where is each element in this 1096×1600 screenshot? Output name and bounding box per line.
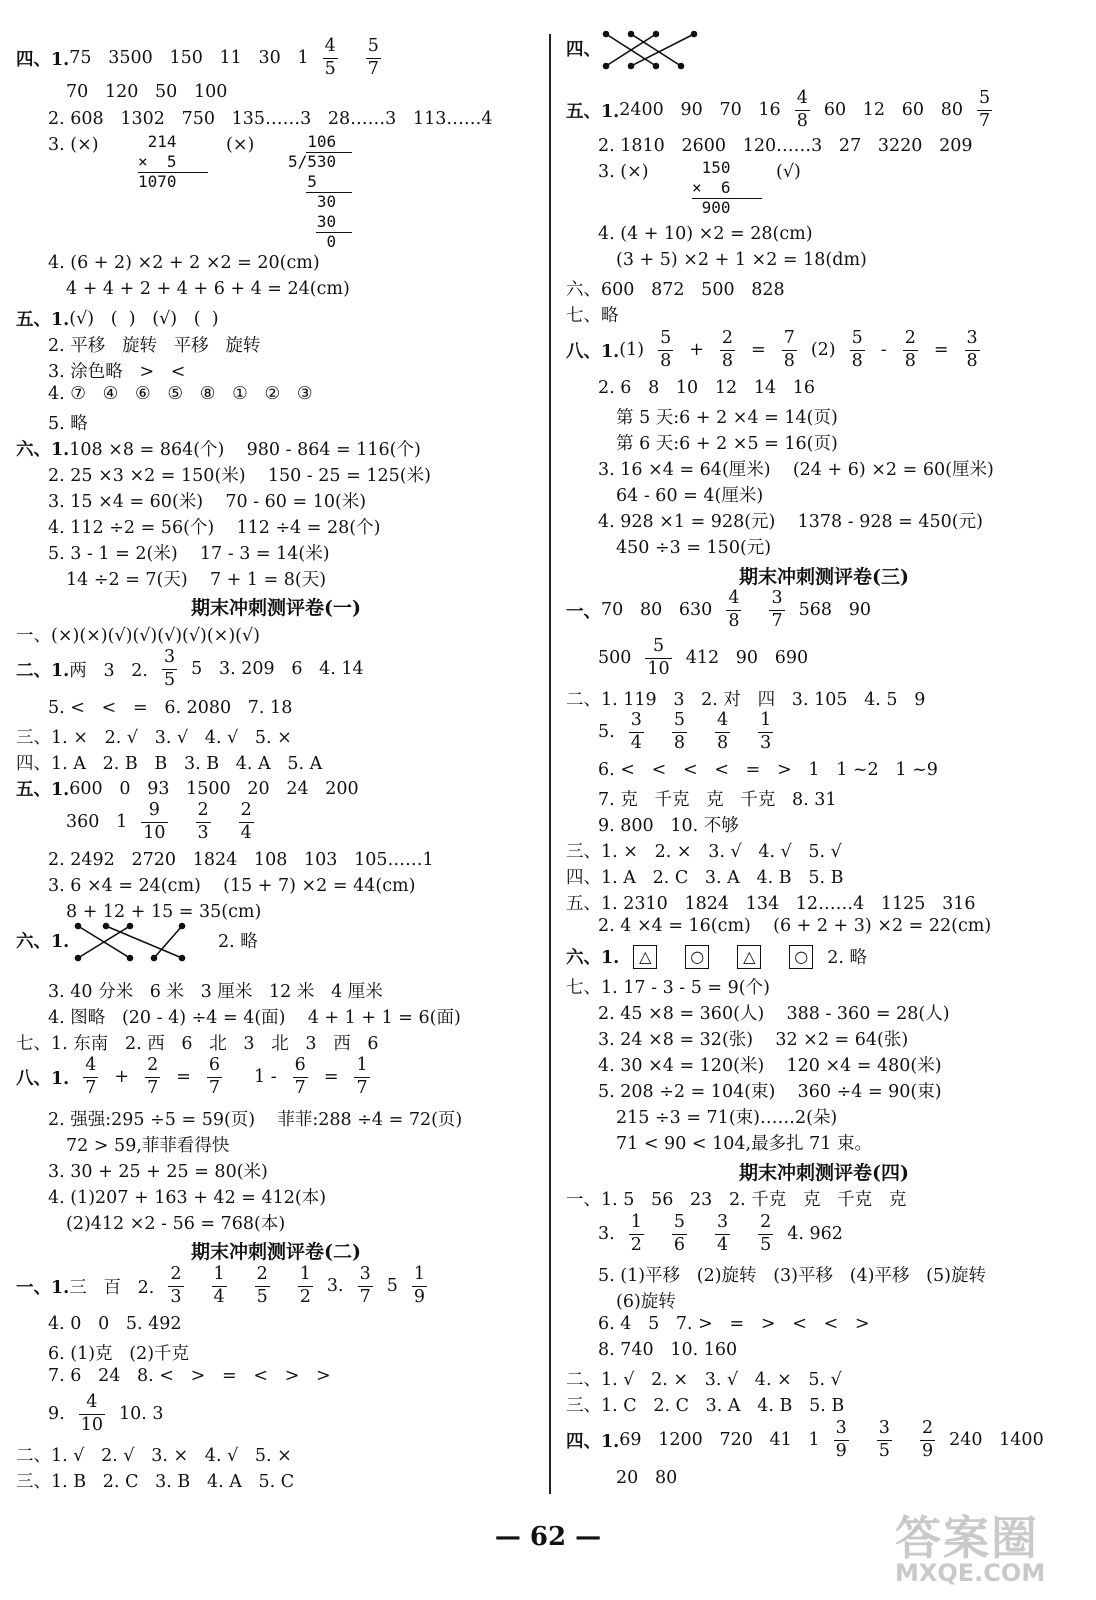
fraction: 2 5 bbox=[256, 1264, 268, 1307]
fraction: 2 3 bbox=[170, 1264, 182, 1307]
line: 3. 40 分米 6 米 3 厘米 12 米 4 厘米 bbox=[48, 982, 383, 1002]
line: 3. 涂色略 > < bbox=[48, 362, 186, 382]
line: 5. 208 ÷2 = 104(束) 360 ÷4 = 90(束) bbox=[598, 1082, 942, 1102]
fraction: 5 6 bbox=[673, 1212, 685, 1255]
line: 6. (1)克 (2)千克 bbox=[48, 1344, 190, 1364]
line: 3. 30 + 25 + 25 = 80(米) bbox=[48, 1162, 268, 1182]
line: 2. 强强:295 ÷5 = 59(页) 菲菲:288 ÷4 = 72(页) bbox=[48, 1110, 463, 1130]
circle-shape: ○ bbox=[789, 945, 813, 969]
division-bar bbox=[306, 152, 352, 153]
fraction: 2 4 bbox=[240, 800, 252, 843]
fraction: 3 4 bbox=[716, 1212, 729, 1255]
line: 4. 图略 (20 - 4) ÷4 = 4(面) 4 + 1 + 1 = 6(面) bbox=[48, 1008, 461, 1028]
matching-lines bbox=[596, 28, 706, 72]
line: 七、略 bbox=[566, 306, 619, 326]
fraction: 9 10 bbox=[143, 800, 166, 843]
line: 5. 3 - 1 = 2(米) 17 - 3 = 14(米) bbox=[48, 544, 330, 564]
fraction: 4 10 bbox=[80, 1392, 103, 1435]
matching-lines bbox=[66, 918, 196, 968]
line: 9. 800 10. 不够 bbox=[598, 816, 739, 836]
fraction: $\frac{6}{7}$ bbox=[294, 1055, 306, 1098]
line: 一、1. 三 百 2. 2 3 1 4 2 5 1 2 3. 3 7 5 1 9 bbox=[16, 1264, 426, 1307]
fraction: $\frac{2}{8}$ bbox=[904, 328, 916, 371]
fraction: 2 9 bbox=[921, 1418, 934, 1461]
line: (2)412 ×2 - 56 = 768(本) bbox=[66, 1214, 286, 1234]
division-rule bbox=[306, 192, 352, 193]
line: 第 6 天:6 + 2 ×5 = 16(页) bbox=[616, 434, 838, 454]
line: 72 > 59,菲菲看得快 bbox=[66, 1136, 230, 1156]
line: 3. 1 2 5 6 3 4 2 5 4. 962 bbox=[598, 1212, 843, 1255]
long-division: 106 5/530 5 30 30 0 bbox=[288, 132, 337, 251]
line: (6)旋转 bbox=[616, 1292, 676, 1312]
line: 14 ÷2 = 7(天) 7 + 1 = 8(天) bbox=[66, 570, 327, 590]
line: 500 5 10 412 90 690 bbox=[598, 636, 809, 679]
line: 四、1. 69 1200 720 41 1 3 9 3 5 2 9 240 1400 bbox=[566, 1418, 1044, 1461]
line: 4. 112 ÷2 = 56(个) 112 ÷4 = 28(个) bbox=[48, 518, 381, 538]
fraction: 5 10 bbox=[647, 636, 670, 679]
line: 五、1. 2310 1824 134 12……4 1125 316 bbox=[566, 894, 976, 914]
line: 6. 4 5 7. > = > < < > bbox=[598, 1314, 870, 1334]
fraction: 5 8 bbox=[851, 328, 863, 371]
fraction: $\frac{7}{8}$ bbox=[783, 328, 795, 371]
line: 4. (1)207 + 163 + 42 = 412(本) bbox=[48, 1188, 327, 1208]
triangle-shape: △ bbox=[737, 945, 761, 969]
line: 71 < 90 < 104,最多扎 71 束。 bbox=[616, 1134, 872, 1154]
line: 四、1. A 2. B B 3. B 4. A 5. A bbox=[16, 754, 323, 774]
fraction: 3 5 bbox=[164, 647, 176, 690]
line: 4. ⑦ ④ ⑥ ⑤ ⑧ ① ② ③ bbox=[48, 384, 313, 404]
fraction: 3 7 bbox=[771, 588, 783, 631]
line: 2. 4 ×4 = 16(cm) (6 + 2 + 3) ×2 = 22(cm) bbox=[598, 916, 992, 936]
fraction: 3 4 bbox=[630, 710, 642, 753]
line: 4. 928 ×1 = 928(元) 1378 - 928 = 450(元) bbox=[598, 512, 983, 532]
line: 7. 克 千克 克 千克 8. 31 bbox=[598, 790, 837, 810]
circle-shape: ○ bbox=[685, 945, 709, 969]
fraction: 3 5 bbox=[878, 1418, 890, 1461]
fraction: 2 5 bbox=[760, 1212, 772, 1255]
line: 2. 2492 2720 1824 108 103 105……1 bbox=[48, 850, 434, 870]
line: 2. 平移 旋转 平移 旋转 bbox=[48, 336, 261, 356]
line: 4. (4 + 10) ×2 = 28(cm) bbox=[598, 224, 813, 244]
line: 2. 608 1302 750 135……3 28……3 113……4 bbox=[48, 109, 493, 129]
vertical-rule bbox=[138, 172, 208, 173]
fraction: 5 8 bbox=[673, 710, 685, 753]
line: (×) bbox=[226, 135, 255, 155]
fraction: $\frac{2}{7}$ bbox=[147, 1055, 159, 1098]
line: 4 + 4 + 2 + 4 + 6 + 4 = 24(cm) bbox=[66, 279, 350, 299]
line: 2. 6 8 10 12 14 16 bbox=[598, 378, 816, 398]
fraction: 1 9 bbox=[413, 1264, 426, 1307]
line: 一、 70 80 630 4 8 3 7 568 90 bbox=[566, 588, 871, 631]
page-number: — 62 — bbox=[494, 1522, 602, 1552]
line: 二、1. 119 3 2. 对 四 3. 105 4. 5 9 bbox=[566, 690, 926, 710]
line: 3. (×) bbox=[598, 162, 649, 182]
fraction: $\frac{3}{8}$ bbox=[966, 328, 978, 371]
line: 450 ÷3 = 150(元) bbox=[616, 538, 772, 558]
fraction: 5 8 bbox=[660, 328, 672, 371]
line: (√) bbox=[776, 162, 801, 182]
line: 二、1. √ 2. × 3. √ 4. × 5. √ bbox=[566, 1370, 842, 1390]
line: (3 + 5) ×2 + 1 ×2 = 18(dm) bbox=[616, 250, 867, 270]
line: 215 ÷3 = 71(束)……2(朵) bbox=[616, 1108, 838, 1128]
watermark: 答案圈 MXQE.COM bbox=[895, 1511, 1046, 1587]
fraction: $\frac{2}{8}$ bbox=[721, 328, 734, 371]
fraction: $\frac{1}{7}$ bbox=[356, 1055, 368, 1098]
line: 二、1. √ 2. √ 3. × 4. √ 5. × bbox=[16, 1446, 292, 1466]
line: 3. 15 ×4 = 60(米) 70 - 60 = 10(米) bbox=[48, 492, 367, 512]
vertical-multiplication: 214 × 5 1070 bbox=[138, 132, 177, 191]
triangle-shape: △ bbox=[633, 945, 657, 969]
fraction: 1 3 bbox=[760, 710, 772, 753]
line: 三、1. × 2. √ 3. √ 4. √ 5. × bbox=[16, 728, 292, 748]
fraction: 5 7 bbox=[978, 88, 991, 131]
line: 一、(×)(×)(√)(√)(√)(√)(×)(√) bbox=[16, 626, 260, 646]
fraction: 4 8 bbox=[796, 88, 808, 131]
line: 64 - 60 = 4(厘米) bbox=[616, 486, 764, 506]
line: 七、1. 东南 2. 西 6 北 3 北 3 西 6 bbox=[16, 1034, 379, 1054]
fraction: 4 5 bbox=[324, 36, 336, 79]
section-title: 期末冲刺测评卷(二) bbox=[191, 1241, 361, 1263]
section-title: 期末冲刺测评卷(三) bbox=[739, 566, 909, 588]
fraction: 3 7 bbox=[359, 1264, 371, 1307]
line: 5. 3 4 5 8 4 8 1 3 bbox=[598, 710, 772, 753]
line: 2. 1810 2600 120……3 27 3220 209 bbox=[598, 136, 973, 156]
line: 七、1. 17 - 3 - 5 = 9(个) bbox=[566, 978, 770, 998]
fraction: 3 9 bbox=[835, 1418, 847, 1461]
line: 2. 25 ×3 ×2 = 150(米) 150 - 25 = 125(米) bbox=[48, 466, 431, 486]
fraction: 1 2 bbox=[299, 1264, 311, 1307]
line: 六、600 872 500 828 bbox=[566, 280, 785, 300]
line: 360 1 9 10 2 3 2 4 bbox=[66, 800, 252, 843]
line: 5. (1)平移 (2)旋转 (3)平移 (4)平移 (5)旋转 bbox=[598, 1266, 986, 1286]
line: 9. 4 10 10. 3 bbox=[48, 1392, 164, 1435]
line: 5. < < = 6. 2080 7. 18 bbox=[48, 698, 293, 718]
line: 8 + 12 + 15 = 35(cm) bbox=[66, 902, 262, 922]
line: 四、1. A 2. C 3. A 4. B 5. B bbox=[566, 868, 844, 888]
line: 八、1. 4 7 + $\frac{2}{7}$ = $\frac{6}{7}$ 1 - $\frac{6}{7}$ = $\frac{1}{7}$ bbox=[16, 1055, 368, 1098]
line: 五、1. 600 0 93 1500 20 24 200 bbox=[16, 778, 359, 800]
line: 五、1. (√) ( ) (√) ( ) bbox=[16, 308, 219, 330]
fraction: $\frac{6}{7}$ bbox=[208, 1055, 221, 1098]
line: 2. 45 ×8 = 360(人) 388 - 360 = 28(人) bbox=[598, 1004, 950, 1024]
fraction: 4 8 bbox=[728, 588, 740, 631]
vertical-rule bbox=[692, 198, 762, 199]
line: 4. (6 + 2) ×2 + 2 ×2 = 20(cm) bbox=[48, 253, 320, 273]
line: 70 120 50 100 bbox=[66, 82, 228, 102]
line: 第 5 天:6 + 2 ×4 = 14(页) bbox=[616, 408, 838, 428]
line: 六、1. △ ○ △ ○ 2. 略 bbox=[566, 946, 868, 968]
line: 3. 6 ×4 = 24(cm) (15 + 7) ×2 = 44(cm) bbox=[48, 876, 416, 896]
line: 4. 0 0 5. 492 bbox=[48, 1314, 182, 1334]
line: 八、1. (1) 5 8 + $\frac{2}{8}$ = $\frac{7}{8}$ (2) 5 8 - $\frac{2}{8}$ = $\frac{3}{8}$ bbox=[566, 328, 978, 371]
fraction: 1 4 bbox=[213, 1264, 225, 1307]
fraction: 1 2 bbox=[630, 1212, 642, 1255]
line: 3. 24 ×8 = 32(张) 32 ×2 = 64(张) bbox=[598, 1030, 909, 1050]
line: 五、1. 2400 90 70 16 4 8 60 12 60 80 5 7 bbox=[566, 88, 991, 131]
line: 5. 略 bbox=[48, 414, 88, 434]
fraction: 5 7 bbox=[367, 36, 379, 79]
line: 三、1. × 2. × 3. √ 4. √ 5. √ bbox=[566, 842, 842, 862]
vertical-multiplication: 150 × 6 900 bbox=[692, 158, 731, 217]
line: 3. (×) bbox=[48, 135, 99, 155]
line: 20 80 bbox=[616, 1468, 678, 1488]
section-title: 期末冲刺测评卷(一) bbox=[191, 597, 361, 619]
division-rule bbox=[316, 232, 352, 233]
line: 7. 6 24 8. < > = < > > bbox=[48, 1366, 331, 1386]
line: 2. 略 bbox=[218, 932, 258, 952]
line: 六、1. bbox=[16, 932, 70, 952]
line: 四、1. 75 3500 150 11 30 1 4 5 5 7 bbox=[16, 36, 379, 79]
section-title: 期末冲刺测评卷(四) bbox=[739, 1162, 909, 1184]
line: 8. 740 10. 160 bbox=[598, 1340, 738, 1360]
line: 二、1. 两 3 2. 3 5 5 3. 209 6 4. 14 bbox=[16, 647, 364, 690]
fraction: 4 8 bbox=[716, 710, 729, 753]
line: 三、1. C 2. C 3. A 4. B 5. B bbox=[566, 1396, 845, 1416]
line: 4. 30 ×4 = 120(米) 120 ×4 = 480(米) bbox=[598, 1056, 942, 1076]
line: 一、1. 5 56 23 2. 千克 克 千克 克 bbox=[566, 1190, 907, 1210]
fraction: 4 7 bbox=[85, 1055, 97, 1098]
column-divider bbox=[549, 34, 551, 1494]
line: 三、1. B 2. C 3. B 4. A 5. C bbox=[16, 1472, 295, 1492]
line: 6. < < < < = > 1 1 ~2 1 ~9 bbox=[598, 760, 938, 780]
line: 六、1. 108 ×8 = 864(个) 980 - 864 = 116(个) bbox=[16, 440, 421, 460]
line: 3. 16 ×4 = 64(厘米) (24 + 6) ×2 = 60(厘米) bbox=[598, 460, 994, 480]
fraction: 2 3 bbox=[197, 800, 209, 843]
line: 四、 bbox=[566, 40, 601, 60]
